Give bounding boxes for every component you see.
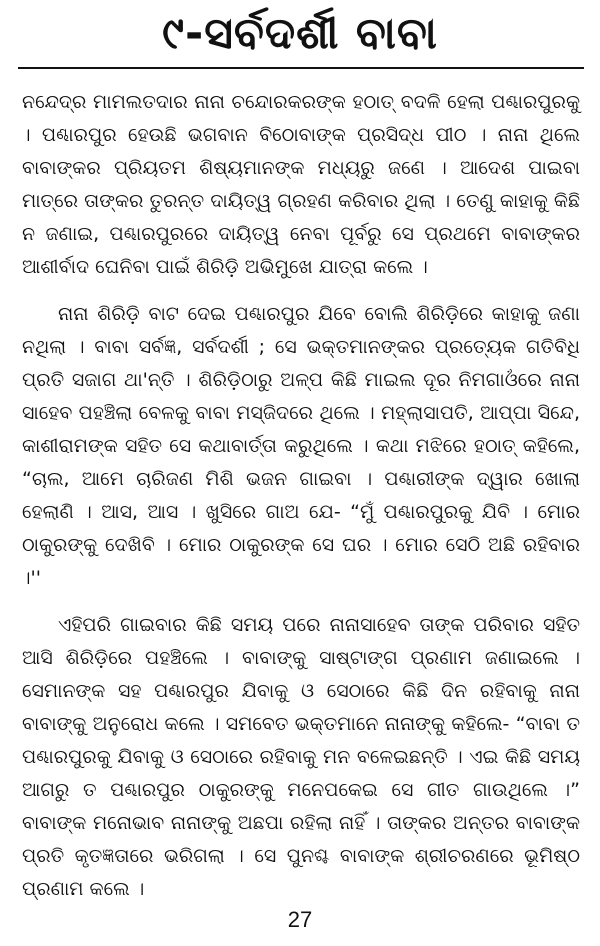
page-number: 27 (287, 907, 313, 932)
paragraph-3: ଏହିପରି ଗାଇବାର କିଛି ସମୟ ପରେ ନାନାସାହେବ ତାଙ୍କ ପରିବାର ସହିତ ଆସି ଶିରିଡ଼ିରେ ପହଞ୍ଚିଲେ । ବାବାଙ୍କୁ ସାଷ୍ଟାଙ୍ଗ ପ୍ରଣାମ ଜଣାଇଲେ । ସେମାନଙ୍କ ସହ ପଣ୍ଢାରପୁର ଯିବାକୁ ଓ ସେଠାରେ କିଛି ଦିନ ରହିବାକୁ ନାନା ବାବାଙ୍କୁ ଅନୁରୋଧ କଲେ । ସମବେତ ଭକ୍ତମାନେ ନାନାଙ୍କୁ କହିଲେ- “ବାବା ତ ପଣ୍ଢାରପୁରକୁ ଯିବାକୁ ଓ ସେଠାରେ ରହିବାକୁ ମନ ବଳେଇଛନ୍ତି । ଏଇ କିଛି ସମୟ ଆଗରୁ ତ ପଣ୍ଢାରପୁର ଠାକୁରଙ୍କୁ ମନେପକେଇ ସେ ଗୀତ ଗାଉଥିଲେ ।” ବାବାଙ୍କ ମନୋଭାବ ନାନାଙ୍କୁ ଅଛପା ରହିଲା ନାହିଁ । ତାଙ୍କର ଅନ୍ତର ବାବାଙ୍କ ପ୍ରତି କୃତଜ୍ଞତାରେ ଭରିଗଲା । ସେ ପୁନଶ୍ଚ ବାବାଙ୍କ ଶ୍ରୀଚରଣରେ ଭୂମିଷ୍ଠ ପ୍ରଣାମ କଲେ । (22, 614, 580, 900)
paragraph-2: ନାନା ଶିରିଡ଼ି ବାଟ ଦେଇ ପଣ୍ଢାରପୁର ଯିବେ ବୋଲି ଶିରିଡ଼ିରେ କାହାକୁ ଜଣା ନଥିଲା । ବାବା ସର୍ବଜ୍ଞ, ସର୍ବଦର୍ଶୀ ; ସେ ଭକ୍ତମାନଙ୍କର ପ୍ରତ୍ୟେକ ଗତିବିଧି ପ୍ରତି ସଜାଗ ଥା'ନ୍ତି । ଶିରିଡ଼ିଠାରୁ ଅଳ୍ପ କିଛି ମାଇଲ ଦୂର ନିମଗାଓଁରେ ନାନା ସାହେବ ପହଞ୍ଚିଲା ବେଳକୁ ବାବା ମସ୍‌ଜିଦରେ ଥିଲେ । ମହ୍ଲାସାପତି, ଆପ୍ପା ସିନ୍ଦେ, କାଶୀରାମଙ୍କ ସହିତ ସେ କଥାବାର୍ତ୍ତା କରୁଥିଲେ । କଥା ମଝିରେ ହଠାତ୍ କହିଲେ, “ଚାଲ, ଆମେ ଚାରିଜଣ ମିଶି ଭଜନ ଗାଇବା । ପଣ୍ଢାରୀଙ୍କ ଦ୍ୱାର ଖୋଲା ହେଲାଣି । ଆସ, ଆସ । ଖୁସିରେ ଗାଅ ଯେ- “ମୁଁ ପଣ୍ଢାରପୁରକୁ ଯିବି । ମୋର ଠାକୁରଙ୍କୁ ଦେଖିବି । ମୋର ଠାକୁରଙ୍କ ସେ ଘର । ମୋର ସେଠି ଅଛି ରହିବାର ।'' (22, 303, 580, 589)
title-underline (18, 67, 584, 69)
chapter-title: ୯-ସର୍ବଦର୍ଶୀ ବାବା (162, 8, 438, 59)
paragraph-1: ନନ୍ଦେଦ୍‌ର ମାମଲତଦାର ନାନା ଚନ୍ଦୋରକରଙ୍କ ହଠାତ୍ ବଦଳି ହେଲା ପଣ୍ଢାରପୁରକୁ । ପଣ୍ଢାରପୁର ହେଉଛି ଭଗବାନ ବିଠୋବାଙ୍କ ପ୍ରସିଦ୍ଧ ପୀଠ । ନାନା ଥିଲେ ବାବାଙ୍କର ପ୍ରିୟତମ ଶିଷ୍ୟମାନଙ୍କ ମଧ୍ୟରୁ ଜଣେ । ଆଦେଶ ପାଇବା ମାତ୍ରେ ତାଙ୍କର ତୁରନ୍ତ ଦାୟିତ୍ୱ ଗ୍ରହଣ କରିବାର ଥିଲା । ତେଣୁ କାହାକୁ କିଛି ନ ଜଣାଇ, ପଣ୍ଢାରପୁରରେ ଦାୟିତ୍ୱ ନେବା ପୂର୍ବରୁ ସେ ପ୍ରଥମେ ବାବାଙ୍କର ଆଶୀର୍ବାଦ ଘେନିବା ପାଇଁ ଶିରିଡ଼ି ଅଭିମୁଖେ ଯାତ୍ରା କଲେ । (22, 91, 580, 278)
chapter-body (22, 86, 580, 920)
